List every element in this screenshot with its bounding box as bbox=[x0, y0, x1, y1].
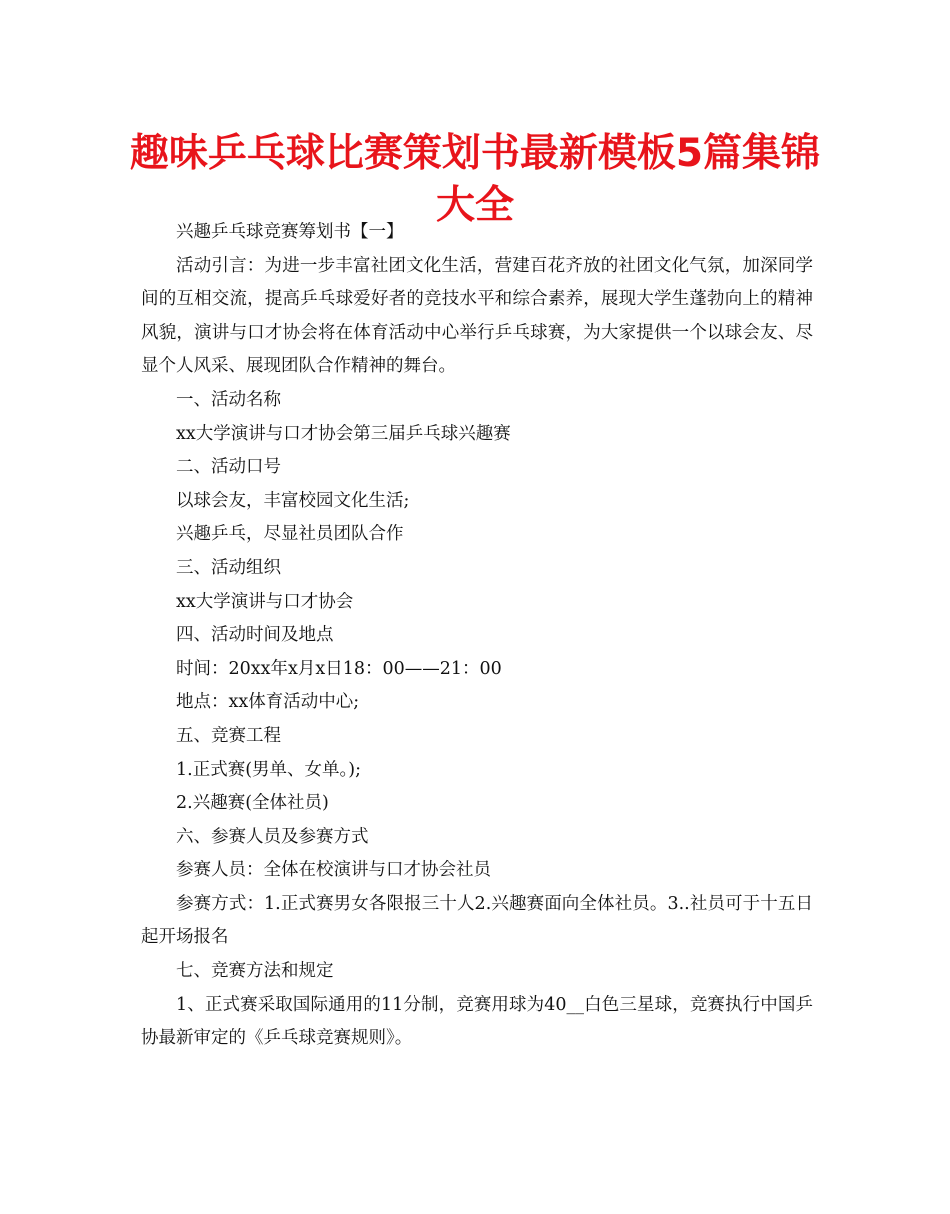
paragraph-organizer: xx大学演讲与口才协会 bbox=[176, 591, 354, 612]
section-heading-plan-one: 兴趣乒乓球竞赛筹划书【一】 bbox=[176, 222, 404, 242]
heading-activity-organizer: 三、活动组织 bbox=[176, 557, 281, 578]
heading-activity-slogan: 二、活动口号 bbox=[176, 457, 281, 478]
heading-competition-events: 五、竞赛工程 bbox=[176, 725, 281, 746]
paragraph-participants: 参赛人员：全体在校演讲与口才协会社员 bbox=[176, 860, 491, 881]
heading-participants: 六、参赛人员及参赛方式 bbox=[176, 826, 369, 847]
paragraph-rule-1: 1、正式赛采取国际通用的11分制，竞赛用球为40__白色三星球，竞赛执行中国乒协最新审定的《乒乓球竞赛规则》。 bbox=[141, 994, 813, 1049]
heading-time-and-place: 四、活动时间及地点 bbox=[176, 625, 334, 646]
paragraph-introduction: 活动引言：为进一步丰富社团文化生活，营建百花齐放的社团文化气氛，加深同学间的互相交流，提高乒乓球爱好者的竞技水平和综合素养，展现大学生蓬勃向上的精神风貌，演讲与口才协会将在体育活动中心举行乒乓球赛，为大家提供一个以球会友、尽显个人风采、展现团队合作精神的舞台。 bbox=[141, 255, 813, 377]
heading-competition-rules: 七、竞赛方法和规定 bbox=[176, 961, 334, 982]
paragraph-activity-name: xx大学演讲与口才协会第三届乒乓球兴趣赛 bbox=[176, 423, 511, 444]
paragraph-slogan-line-2: 兴趣乒乓，尽显社员团队合作 bbox=[176, 524, 404, 545]
paragraph-event-formal: 1.正式赛(男单、女单。); bbox=[176, 759, 361, 780]
document-body bbox=[141, 216, 813, 1056]
paragraph-place: 地点：xx体育活动中心; bbox=[176, 692, 360, 713]
heading-activity-name: 一、活动名称 bbox=[176, 389, 281, 410]
paragraph-event-interest: 2.兴趣赛(全体社员) bbox=[176, 793, 329, 814]
paragraph-registration: 参赛方式：1.正式赛男女各限报三十人2.兴趣赛面向全体社员。3..社员可于十五日起开场报名 bbox=[141, 893, 813, 948]
document-title: 趣味乒乓球比赛策划书最新模板5篇集锦大全 bbox=[129, 131, 821, 228]
paragraph-time: 时间：20xx年x月x日18：00——21：00 bbox=[176, 658, 502, 679]
paragraph-slogan-line-1: 以球会友，丰富校园文化生活; bbox=[176, 490, 410, 511]
